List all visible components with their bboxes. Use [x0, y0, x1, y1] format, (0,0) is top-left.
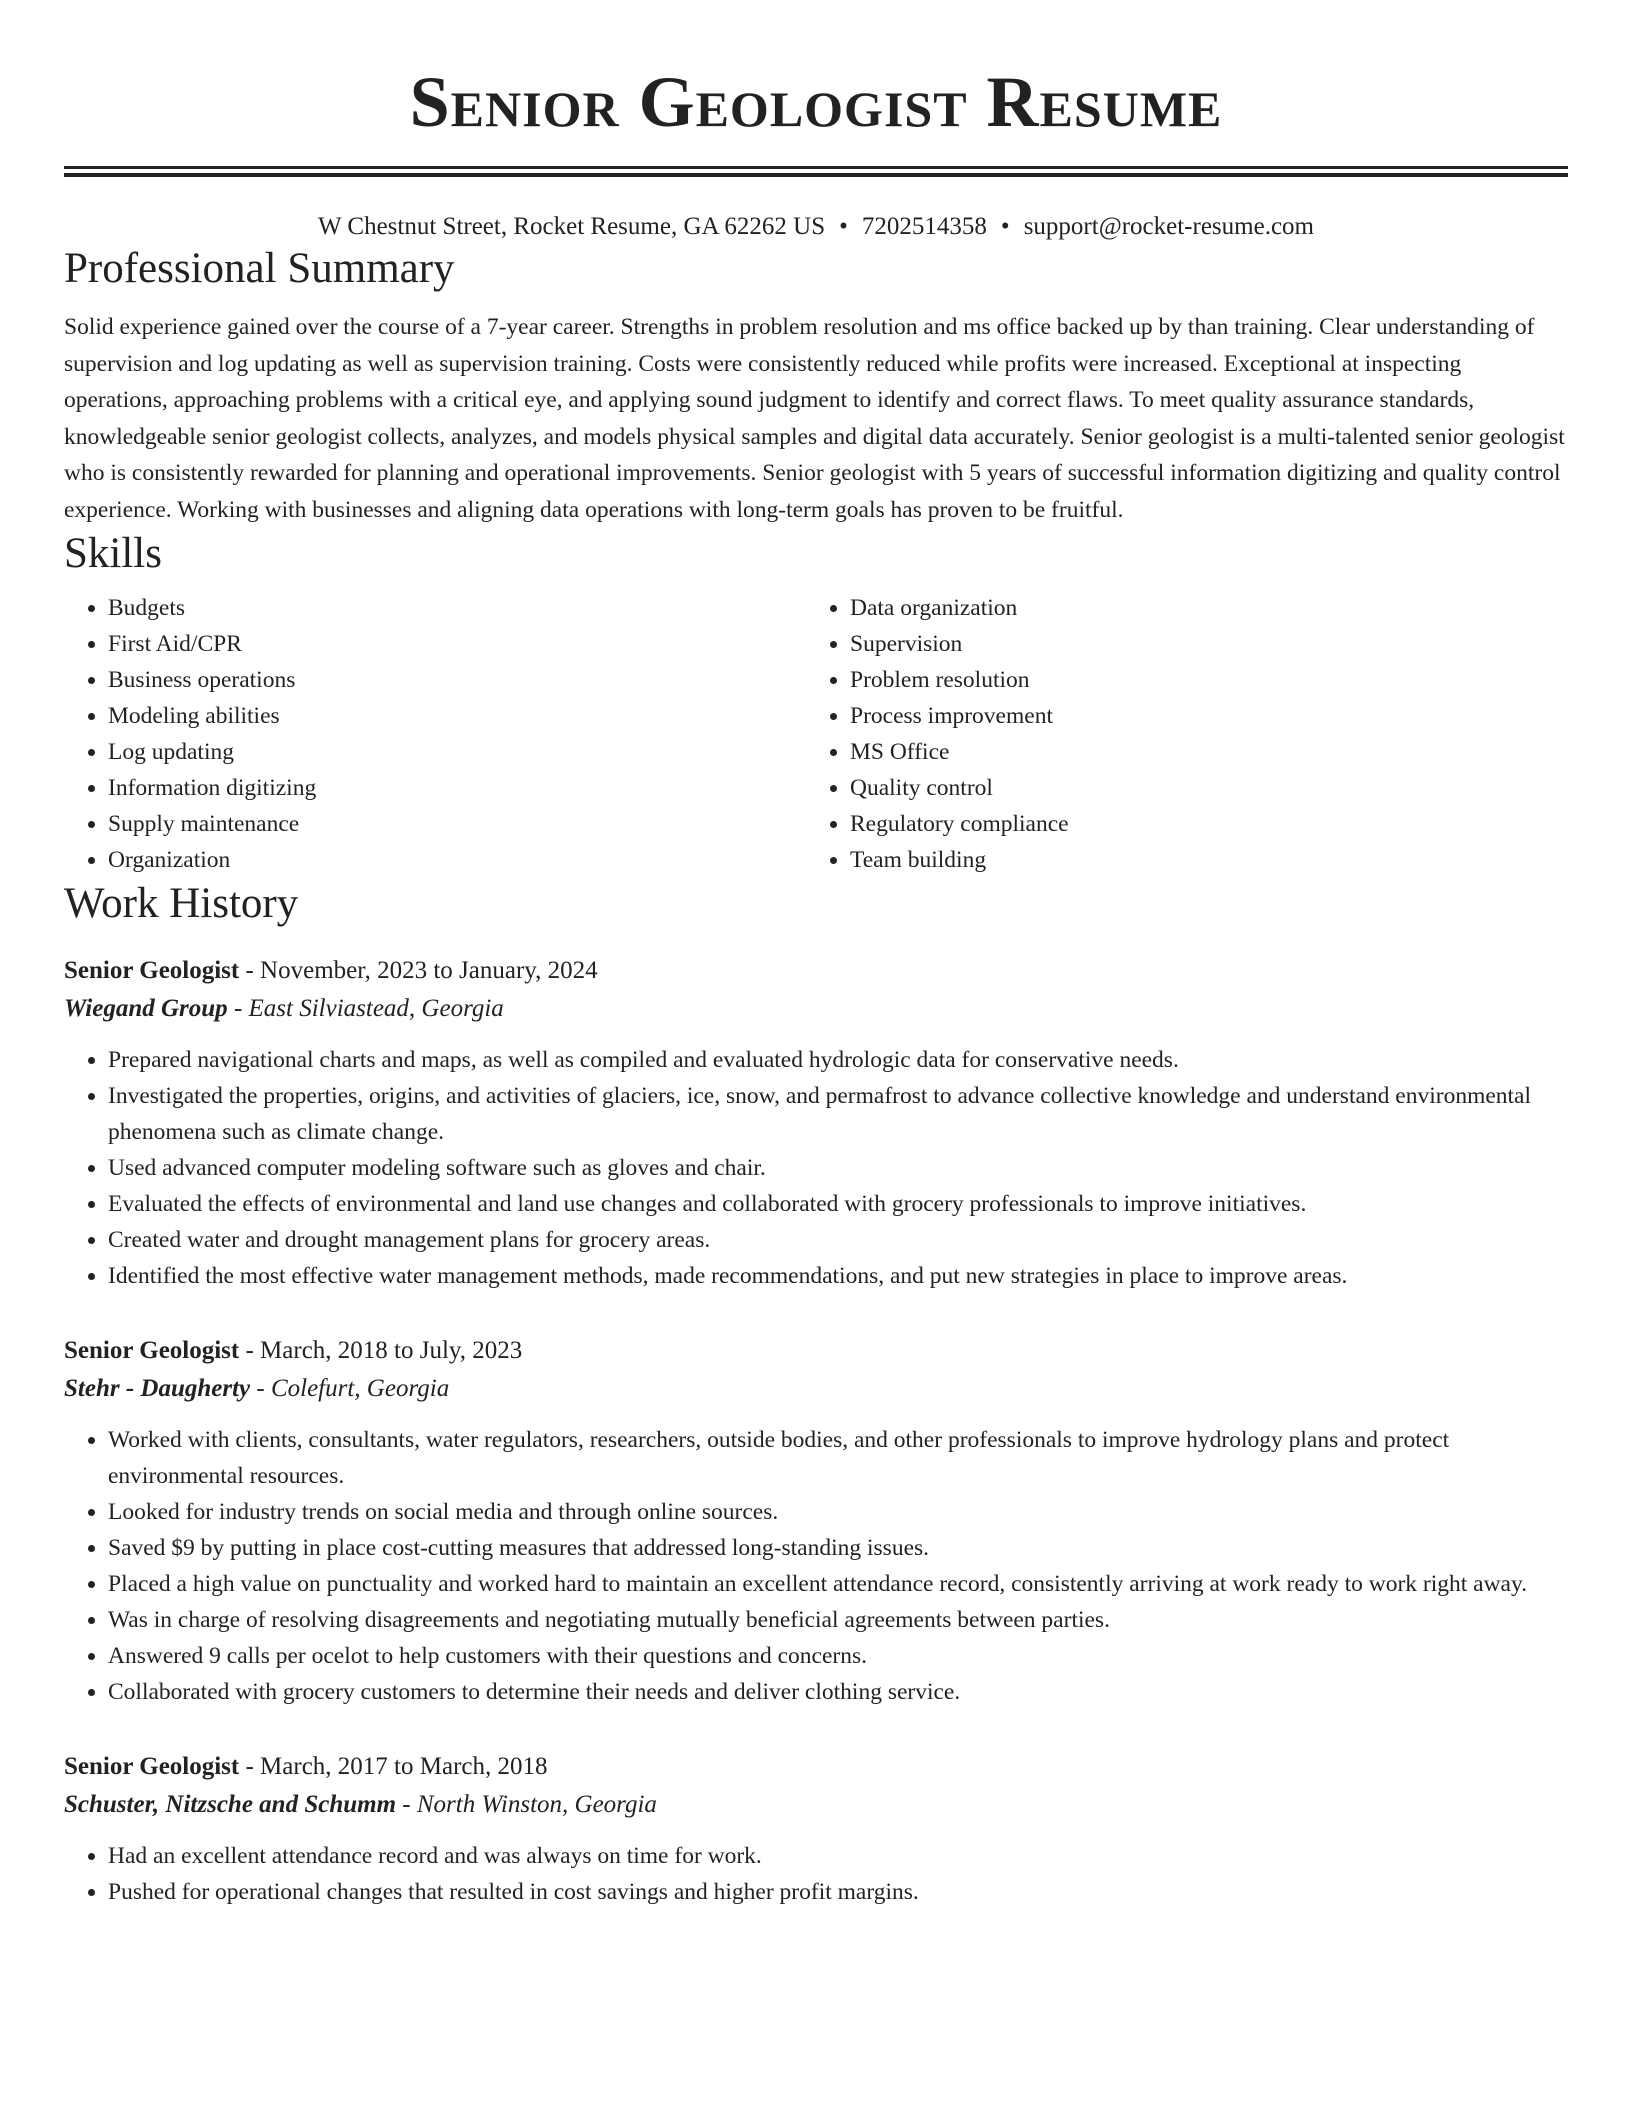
- summary-text: Solid experience gained over the course of a 7-year career. Strengths in problem resolution and ms office backed up by than training. Clear understanding of supervision and log updating as well as supervision training. Costs were consistently reduced while profits were increased. Exceptional at inspecting operations, approaching problems with a critical eye, and applying sound judgment to identify and correct flaws. To meet quality assurance standards, knowledgeable senior geologist collects, analyzes, and models physical samples and digital data accurately. Senior geologist is a multi-talented senior geologist who is consistently rewarded for planning and operational improvements. Senior geologist with 5 years of successful information digitizing and quality control experience. Working with businesses and aligning data operations with long-term goals has proven to be fruitful.: [64, 314, 1565, 523]
- skill-item: • First Aid/CPR: [108, 626, 806, 662]
- job-bullet: • Placed a high value on punctuality and worked hard to maintain an excellent attendance record, consistently arriving at work ready to work right away.: [108, 1566, 1568, 1602]
- job-header: [64, 1332, 1568, 1370]
- contact-phone: 7202514358: [861, 213, 987, 240]
- job-location: - North Winston, Georgia: [396, 1791, 657, 1818]
- job-header: [64, 1748, 1568, 1786]
- job-bullet: • Had an excellent attendance record and was always on time for work.: [108, 1838, 1568, 1874]
- skill-item: • Information digitizing: [108, 770, 806, 806]
- job-dates: - November, 2023 to January, 2024: [239, 957, 598, 984]
- job-title: Senior Geologist: [64, 1337, 240, 1364]
- job-bullets: [64, 1422, 1568, 1710]
- job-title: Senior Geologist: [64, 1753, 240, 1780]
- skills-column-right: [806, 590, 1069, 878]
- job-employer: [64, 990, 1568, 1028]
- skill-item: • Modeling abilities: [108, 698, 806, 734]
- job-header: [64, 952, 1568, 990]
- job-bullet: • Pushed for operational changes that resulted in cost savings and higher profit margins.: [108, 1874, 1568, 1910]
- job-bullet: • Used advanced computer modeling software such as gloves and chair.: [108, 1150, 1568, 1186]
- job-bullets: [64, 1838, 1568, 1910]
- work-history-heading: Work History: [64, 880, 299, 927]
- skills-list: [64, 590, 1568, 878]
- skill-item: • Regulatory compliance: [850, 806, 1069, 842]
- job-dates: - March, 2017 to March, 2018: [239, 1753, 548, 1780]
- skill-item: • Supervision: [850, 626, 1069, 662]
- job-company: Schuster, Nitzsche and Schumm: [64, 1791, 397, 1818]
- skill-item: • Problem resolution: [850, 662, 1069, 698]
- skill-item: • Process improvement: [850, 698, 1069, 734]
- contact-email: support@rocket-resume.com: [1023, 213, 1314, 240]
- contact-line: [64, 211, 1568, 243]
- skill-item: • Business operations: [108, 662, 806, 698]
- skill-item: • Log updating: [108, 734, 806, 770]
- skills-column-left: [64, 590, 806, 878]
- job-bullet: • Collaborated with grocery customers to determine their needs and deliver clothing service.: [108, 1674, 1568, 1710]
- job-entry: [64, 952, 1568, 1294]
- job-bullet: • Saved $9 by putting in place cost-cutting measures that addressed long-standing issues.: [108, 1530, 1568, 1566]
- job-bullet: • Created water and drought management plans for grocery areas.: [108, 1222, 1568, 1258]
- skill-item: • Supply maintenance: [108, 806, 806, 842]
- skill-item: • Organization: [108, 842, 806, 878]
- job-bullets: [64, 1042, 1568, 1294]
- job-bullet: • Investigated the properties, origins, and activities of glaciers, ice, snow, and permafrost to advance collective knowledge and understand environmental phenomena such as climate change.: [108, 1078, 1568, 1150]
- title-divider: [64, 166, 1568, 177]
- job-location: - Colefurt, Georgia: [250, 1375, 450, 1402]
- contact-address: W Chestnut Street, Rocket Resume, GA 62262 US: [318, 213, 826, 240]
- job-bullet: • Looked for industry trends on social media and through online sources.: [108, 1494, 1568, 1530]
- job-bullet: • Answered 9 calls per ocelot to help customers with their questions and concerns.: [108, 1638, 1568, 1674]
- job-bullet: • Was in charge of resolving disagreements and negotiating mutually beneficial agreements between parties.: [108, 1602, 1568, 1638]
- skill-item: • Data organization: [850, 590, 1069, 626]
- job-dates: - March, 2018 to July, 2023: [239, 1337, 523, 1364]
- skill-item: • Team building: [850, 842, 1069, 878]
- job-title: Senior Geologist: [64, 957, 240, 984]
- job-employer: [64, 1786, 1568, 1824]
- skill-item: • MS Office: [850, 734, 1069, 770]
- job-bullet: • Identified the most effective water management methods, made recommendations, and put new strategies in place to improve areas.: [108, 1258, 1568, 1294]
- job-entry: [64, 1332, 1568, 1710]
- job-bullet: • Evaluated the effects of environmental and land use changes and collaborated with grocery professionals to improve initiatives.: [108, 1186, 1568, 1222]
- skill-item: • Budgets: [108, 590, 806, 626]
- job-entry: [64, 1748, 1568, 1910]
- job-company: Wiegand Group: [64, 995, 228, 1022]
- skills-heading: Skills: [64, 530, 162, 577]
- summary-heading: Professional Summary: [64, 245, 455, 292]
- page-title: Senior Geologist Resume: [409, 62, 1223, 142]
- job-company: Stehr - Daugherty: [64, 1375, 251, 1402]
- job-bullet: • Prepared navigational charts and maps, as well as compiled and evaluated hydrologic data for conservative needs.: [108, 1042, 1568, 1078]
- job-location: - East Silviastead, Georgia: [227, 995, 504, 1022]
- contact-separator: •: [839, 213, 848, 240]
- job-bullet: • Worked with clients, consultants, water regulators, researchers, outside bodies, and other professionals to improve hydrology plans and protect environmental resources.: [108, 1422, 1568, 1494]
- contact-separator: •: [1000, 213, 1010, 240]
- skill-item: • Quality control: [850, 770, 1069, 806]
- job-employer: [64, 1370, 1568, 1408]
